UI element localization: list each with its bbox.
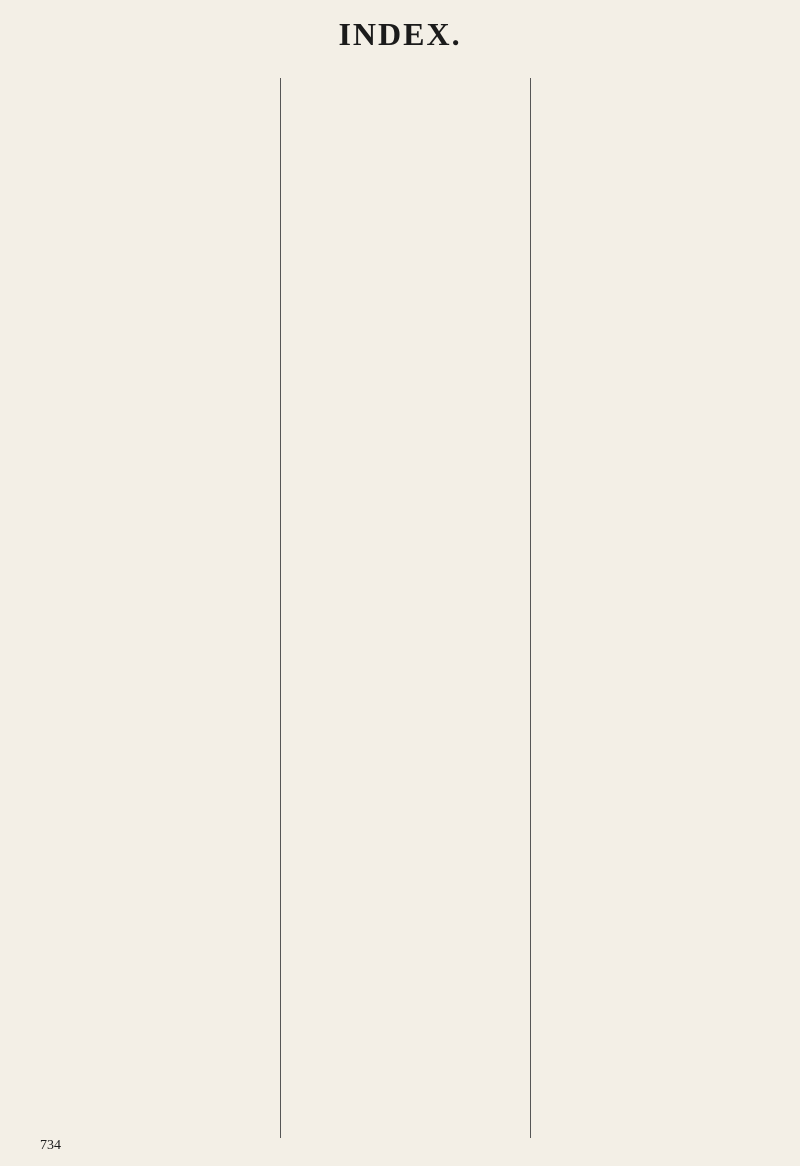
index-column-2 [290, 78, 520, 1138]
column-divider [530, 78, 531, 1138]
index-column-1 [40, 78, 270, 1138]
page-number: 734 [40, 1138, 61, 1153]
column-divider [280, 78, 281, 1138]
index-columns [40, 78, 780, 1138]
page-title: INDEX. [338, 16, 462, 52]
index-column-3 [540, 78, 770, 1138]
